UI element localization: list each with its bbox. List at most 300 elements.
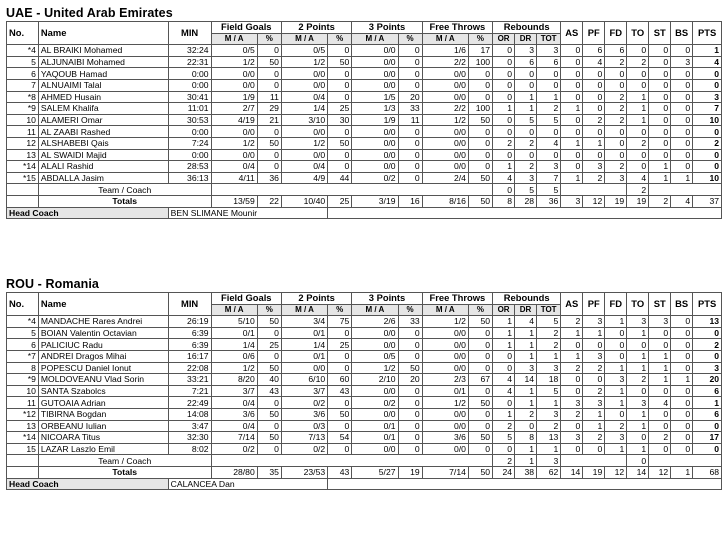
player-minutes: 0:00: [168, 126, 211, 138]
stat-or: 4: [493, 385, 515, 397]
stat-fgp: 29: [257, 103, 281, 115]
stat-as: 0: [561, 339, 583, 351]
stat-pf: 2: [583, 114, 605, 126]
stat-pts: 10: [693, 114, 722, 126]
totals-row: [7, 466, 722, 478]
stat-as: 2: [561, 316, 583, 328]
stat-p3: 0/0: [352, 327, 398, 339]
stat-pts: 13: [693, 316, 722, 328]
stat-to: 0: [627, 339, 649, 351]
stat-st: 0: [649, 68, 671, 80]
stat-tot: 0: [537, 126, 561, 138]
player-minutes: 32:30: [168, 432, 211, 444]
stat-st: 0: [649, 45, 671, 57]
stat-dr: 2: [515, 408, 537, 420]
player-minutes: 0:00: [168, 79, 211, 91]
stat-ft: 0/0: [422, 161, 468, 173]
stat-p2p: 0: [328, 126, 352, 138]
stat-or: 0: [493, 362, 515, 374]
stat-ft: 0/0: [422, 350, 468, 362]
total-or: 8: [493, 195, 515, 207]
player-number: *14: [7, 432, 39, 444]
stat-tot: 2: [537, 327, 561, 339]
subheader-or: OR: [493, 304, 515, 316]
stat-fgp: 50: [257, 362, 281, 374]
blank-cell: [7, 455, 39, 467]
stat-ftp: 0: [468, 408, 492, 420]
player-row: [7, 374, 722, 386]
stat-p3: 1/2: [352, 362, 398, 374]
subheader-ma: M / A: [352, 33, 398, 45]
player-name: SANTA Szabolcs: [38, 385, 168, 397]
stat-fg: 7/14: [211, 432, 257, 444]
subheader-tot: TOT: [537, 33, 561, 45]
stat-fd: 2: [605, 161, 627, 173]
stat-p2: 0/0: [281, 149, 327, 161]
player-number: 15: [7, 443, 39, 455]
player-number: 5: [7, 56, 39, 68]
stat-pts: 0: [693, 161, 722, 173]
stat-fd: 0: [605, 79, 627, 91]
team-coach-label: Team / Coach: [38, 184, 211, 196]
stat-or: 0: [493, 443, 515, 455]
stat-ftp: 0: [468, 443, 492, 455]
subheader-pct: %: [468, 304, 492, 316]
stat-or: 0: [493, 350, 515, 362]
stat-bs: 3: [671, 56, 693, 68]
head-coach-row: [7, 207, 722, 219]
stat-pts: 0: [693, 350, 722, 362]
stat-to: 3: [627, 397, 649, 409]
stat-ftp: 0: [468, 327, 492, 339]
subheader-pct: %: [468, 33, 492, 45]
player-row: [7, 339, 722, 351]
stat-p3: 0/0: [352, 68, 398, 80]
team-title-uae: UAE - United Arab Emirates: [6, 6, 173, 20]
stat-pf: 6: [583, 45, 605, 57]
stat-dr: 3: [515, 172, 537, 184]
stat-p2p: 0: [328, 327, 352, 339]
stat-p3p: 0: [398, 172, 422, 184]
stat-bs: 0: [671, 126, 693, 138]
stat-tot: 5: [537, 316, 561, 328]
stat-dr: 5: [515, 114, 537, 126]
stat-ft: 0/0: [422, 79, 468, 91]
player-row: [7, 56, 722, 68]
subheader-pct: %: [257, 33, 281, 45]
stat-fd: 2: [605, 103, 627, 115]
player-number: *4: [7, 45, 39, 57]
blank-cell: [7, 195, 39, 207]
player-minutes: 0:00: [168, 68, 211, 80]
stat-p3: 0/0: [352, 137, 398, 149]
stat-pf: 0: [583, 79, 605, 91]
player-minutes: 3:47: [168, 420, 211, 432]
stat-ftp: 0: [468, 137, 492, 149]
player-name: YAQOUB Hamad: [38, 68, 168, 80]
stat-tot: 1: [537, 91, 561, 103]
head-coach-row: [7, 478, 722, 490]
stat-p2p: 30: [328, 114, 352, 126]
total-ftp: 50: [468, 466, 492, 478]
stat-tot: 0: [537, 149, 561, 161]
stat-fgp: 0: [257, 79, 281, 91]
player-row: [7, 103, 722, 115]
stat-fd: 3: [605, 432, 627, 444]
stat-dr: 3: [515, 45, 537, 57]
stat-dr: 6: [515, 56, 537, 68]
stat-as: 0: [561, 91, 583, 103]
stat-ftp: 0: [468, 79, 492, 91]
stat-dr: 0: [515, 68, 537, 80]
stat-pf: 0: [583, 443, 605, 455]
stat-p2p: 0: [328, 397, 352, 409]
header-no: No.: [7, 22, 39, 45]
stat-as: 1: [561, 137, 583, 149]
stat-pf: 0: [583, 91, 605, 103]
stat-p2p: 54: [328, 432, 352, 444]
player-name: ALAMERI Omar: [38, 114, 168, 126]
stat-to: 1: [627, 350, 649, 362]
stat-bs: 0: [671, 149, 693, 161]
stat-ft: 0/0: [422, 362, 468, 374]
stat-bs: 0: [671, 408, 693, 420]
stat-ftp: 0: [468, 68, 492, 80]
stat-p3p: 0: [398, 327, 422, 339]
subheader-ma: M / A: [352, 304, 398, 316]
stat-ftp: 50: [468, 316, 492, 328]
player-name: BOIAN Valentin Octavian: [38, 327, 168, 339]
stat-p3: 0/0: [352, 161, 398, 173]
player-minutes: 22:49: [168, 397, 211, 409]
player-number: 6: [7, 68, 39, 80]
stat-pts: 0: [693, 126, 722, 138]
player-minutes: 0:00: [168, 149, 211, 161]
stat-to: 1: [627, 91, 649, 103]
stat-ftp: 100: [468, 56, 492, 68]
stat-pts: 0: [693, 68, 722, 80]
stat-pf: 1: [583, 327, 605, 339]
subheader-ma: M / A: [422, 304, 468, 316]
stat-tot: 13: [537, 432, 561, 444]
player-number: *9: [7, 103, 39, 115]
stat-st: 0: [649, 126, 671, 138]
stat-to: 1: [627, 420, 649, 432]
stat-p3: 0/1: [352, 420, 398, 432]
stat-ftp: 0: [468, 91, 492, 103]
player-row: [7, 114, 722, 126]
stat-p2: 7/13: [281, 432, 327, 444]
stat-pts: 0: [693, 79, 722, 91]
stat-or: 2: [493, 455, 515, 467]
subheader-ma: M / A: [211, 304, 257, 316]
stat-st: 0: [649, 114, 671, 126]
stat-dr: 0: [515, 126, 537, 138]
total-p3: 5/27: [352, 466, 398, 478]
stat-pf: 0: [583, 103, 605, 115]
subheader-tot: TOT: [537, 304, 561, 316]
player-minutes: 33:21: [168, 374, 211, 386]
player-minutes: 6:39: [168, 327, 211, 339]
player-row: [7, 362, 722, 374]
stat-pts: 0: [693, 327, 722, 339]
stat-fd: 0: [605, 149, 627, 161]
player-row: [7, 149, 722, 161]
stat-fd: 2: [605, 114, 627, 126]
stat-fg: 1/4: [211, 339, 257, 351]
blank-cell: [328, 478, 722, 490]
stat-as: 0: [561, 45, 583, 57]
stat-fgp: 0: [257, 68, 281, 80]
subheader-or: OR: [493, 33, 515, 45]
stat-tot: 1: [537, 443, 561, 455]
player-name: ORBEANU Iulian: [38, 420, 168, 432]
stat-fd: 0: [605, 339, 627, 351]
player-name: GUTOAIA Adrian: [38, 397, 168, 409]
totals-row: [7, 195, 722, 207]
stat-tot: 0: [537, 79, 561, 91]
stat-to: 0: [627, 161, 649, 173]
header-field-goals: Field Goals: [211, 293, 281, 305]
stat-as: 0: [561, 56, 583, 68]
stat-fd: 3: [605, 374, 627, 386]
total-p2p: 25: [328, 195, 352, 207]
stat-fg: 0/4: [211, 420, 257, 432]
totals-label: Totals: [38, 195, 211, 207]
subheader-ma: M / A: [211, 33, 257, 45]
stat-to: 1: [627, 443, 649, 455]
stat-p3p: 0: [398, 79, 422, 91]
stat-p3: 0/0: [352, 408, 398, 420]
stat-p3: 0/2: [352, 397, 398, 409]
stat-pts: 2: [693, 137, 722, 149]
stat-or: 0: [493, 397, 515, 409]
blank-cell: [7, 466, 39, 478]
stat-fg: 4/19: [211, 114, 257, 126]
stat-fg: 0/2: [211, 443, 257, 455]
stat-fgp: 0: [257, 397, 281, 409]
total-fd: 19: [605, 195, 627, 207]
stat-p2p: 60: [328, 374, 352, 386]
stat-as: 3: [561, 397, 583, 409]
stat-bs: 0: [671, 103, 693, 115]
stat-st: 0: [649, 79, 671, 91]
stat-ftp: 0: [468, 161, 492, 173]
stat-p3p: 0: [398, 68, 422, 80]
stat-tot: 18: [537, 374, 561, 386]
stat-ft: 0/0: [422, 327, 468, 339]
player-number: 12: [7, 137, 39, 149]
header-pf: PF: [583, 22, 605, 45]
stat-as: 1: [561, 103, 583, 115]
stat-pf: 3: [583, 350, 605, 362]
stat-tot: 1: [537, 350, 561, 362]
total-to: 14: [627, 466, 649, 478]
stat-p2p: 25: [328, 103, 352, 115]
stat-pf: 3: [583, 397, 605, 409]
header-as: AS: [561, 22, 583, 45]
stat-dr: 2: [515, 137, 537, 149]
stat-p3: 0/0: [352, 56, 398, 68]
stat-ftp: 0: [468, 362, 492, 374]
stat-p3p: 0: [398, 432, 422, 444]
header-min: MIN: [168, 293, 211, 316]
player-minutes: 14:08: [168, 408, 211, 420]
player-name: ALSHABEBI Qais: [38, 137, 168, 149]
stat-to: 0: [627, 79, 649, 91]
player-number: *9: [7, 374, 39, 386]
subheader-pct: %: [398, 33, 422, 45]
stat-fgp: 0: [257, 327, 281, 339]
stat-to: 0: [627, 126, 649, 138]
stat-tot: 5: [537, 184, 561, 196]
player-number: *8: [7, 91, 39, 103]
stat-pts: 7: [693, 103, 722, 115]
stat-fgp: 50: [257, 432, 281, 444]
stat-p2: 6/10: [281, 374, 327, 386]
team-coach-row: [7, 184, 722, 196]
stat-p3p: 0: [398, 385, 422, 397]
stat-p3: 0/0: [352, 79, 398, 91]
player-row: [7, 397, 722, 409]
player-row: [7, 137, 722, 149]
stat-fd: 1: [605, 397, 627, 409]
stat-pf: 0: [583, 374, 605, 386]
subheader-pct: %: [257, 304, 281, 316]
stat-p3: 0/5: [352, 350, 398, 362]
player-row: [7, 79, 722, 91]
total-pf: 19: [583, 466, 605, 478]
header-bs: BS: [671, 22, 693, 45]
player-row: [7, 126, 722, 138]
stat-p2p: 0: [328, 91, 352, 103]
stat-as: 0: [561, 68, 583, 80]
player-name: TIBIRNA Bogdan: [38, 408, 168, 420]
stat-to: 0: [627, 385, 649, 397]
total-ft: 8/16: [422, 195, 468, 207]
stat-bs: 0: [671, 91, 693, 103]
stat-p2: 0/3: [281, 420, 327, 432]
player-number: 8: [7, 362, 39, 374]
stat-p2: 0/5: [281, 45, 327, 57]
stat-p3: 0/0: [352, 45, 398, 57]
stat-or: 1: [493, 408, 515, 420]
total-dr: 38: [515, 466, 537, 478]
player-row: [7, 161, 722, 173]
stat-ft: 2/3: [422, 374, 468, 386]
stat-st: 4: [649, 397, 671, 409]
stat-bs: 0: [671, 79, 693, 91]
stat-fgp: 21: [257, 114, 281, 126]
total-as: 14: [561, 466, 583, 478]
stat-pts: 17: [693, 432, 722, 444]
stat-ft: 0/0: [422, 408, 468, 420]
subheader-pct: %: [398, 304, 422, 316]
stat-tot: 3: [537, 455, 561, 467]
stat-p2: 1/2: [281, 137, 327, 149]
total-fgp: 35: [257, 466, 281, 478]
player-row: [7, 91, 722, 103]
stat-st: 1: [649, 161, 671, 173]
subheader-dr: DR: [515, 304, 537, 316]
stat-tot: 2: [537, 339, 561, 351]
player-number: 11: [7, 126, 39, 138]
total-st: 2: [649, 195, 671, 207]
stat-p2: 0/0: [281, 126, 327, 138]
blank-cell: [561, 184, 627, 196]
stat-or: 2: [493, 420, 515, 432]
stat-p2p: 0: [328, 362, 352, 374]
stat-st: 1: [649, 362, 671, 374]
total-dr: 28: [515, 195, 537, 207]
stat-st: 3: [649, 316, 671, 328]
player-name: SALEM Khalifa: [38, 103, 168, 115]
team-coach-label: Team / Coach: [38, 455, 211, 467]
player-name: AL SWAIDI Majid: [38, 149, 168, 161]
stat-fgp: 25: [257, 339, 281, 351]
stat-st: 0: [649, 443, 671, 455]
stat-bs: 0: [671, 327, 693, 339]
stat-ft: 0/1: [422, 385, 468, 397]
stat-ft: 3/6: [422, 432, 468, 444]
total-tot: 36: [537, 195, 561, 207]
stat-pf: 0: [583, 149, 605, 161]
stat-ftp: 50: [468, 172, 492, 184]
total-p3p: 16: [398, 195, 422, 207]
total-p3: 3/19: [352, 195, 398, 207]
stat-st: 0: [649, 103, 671, 115]
stat-pf: 3: [583, 316, 605, 328]
header-as: AS: [561, 293, 583, 316]
player-name: AHMED Husain: [38, 91, 168, 103]
stat-p2p: 50: [328, 137, 352, 149]
stat-to: 2: [627, 137, 649, 149]
total-ftp: 50: [468, 195, 492, 207]
header-pts: PTS: [693, 293, 722, 316]
stat-fg: 0/6: [211, 350, 257, 362]
header-st: ST: [649, 22, 671, 45]
stat-or: 0: [493, 126, 515, 138]
total-st: 12: [649, 466, 671, 478]
stat-st: 2: [649, 432, 671, 444]
player-minutes: 30:41: [168, 91, 211, 103]
stat-to: 0: [627, 432, 649, 444]
stat-as: 3: [561, 432, 583, 444]
stat-p3p: 0: [398, 161, 422, 173]
stat-fgp: 50: [257, 56, 281, 68]
stat-fgp: 50: [257, 408, 281, 420]
stat-dr: 1: [515, 103, 537, 115]
subheader-ma: M / A: [422, 33, 468, 45]
team-title-rou: ROU - Romania: [6, 277, 99, 291]
stat-p3p: 11: [398, 114, 422, 126]
stat-or: 1: [493, 103, 515, 115]
stat-ft: 0/0: [422, 68, 468, 80]
stat-fg: 0/0: [211, 149, 257, 161]
stat-fg: 0/0: [211, 79, 257, 91]
stat-or: 0: [493, 79, 515, 91]
stat-fd: 2: [605, 91, 627, 103]
stat-to: 4: [627, 172, 649, 184]
player-name: MOLDOVEANU Vlad Sorin: [38, 374, 168, 386]
stat-ftp: 0: [468, 339, 492, 351]
stat-p2: 0/0: [281, 362, 327, 374]
stat-or: 0: [493, 149, 515, 161]
player-row: [7, 350, 722, 362]
stat-p3p: 0: [398, 45, 422, 57]
player-minutes: 22:08: [168, 362, 211, 374]
total-as: 3: [561, 195, 583, 207]
